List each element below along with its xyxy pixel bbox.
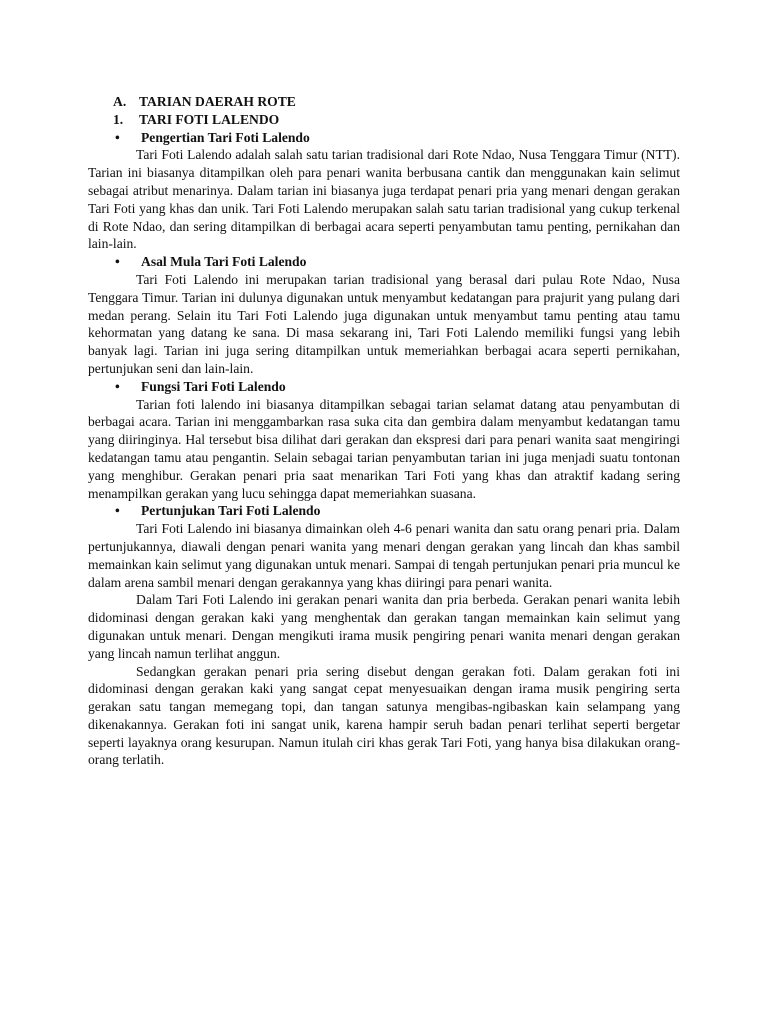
section-heading-1 [88,111,680,129]
bullet-heading [88,378,680,396]
bullet-icon: • [115,254,120,270]
bullet-icon: • [115,503,120,519]
section-pengertian [88,129,680,254]
bullet-title: Pertunjukan Tari Foti Lalendo [141,503,321,519]
bullet-heading [88,253,680,271]
bullet-heading [88,502,680,520]
section-pertunjukan [88,502,680,769]
bullet-title: Pengertian Tari Foti Lalendo [141,129,310,145]
paragraph: Dalam Tari Foti Lalendo ini gerakan penari wanita dan pria berbeda. Gerakan penari wanita lebih didominasi dengan gerakan kaki yang menghentak dan gerakan tangan memainkan kain selimut yang digunakan untuk menari. Dengan mengikuti irama musik pengiring penari wanita menari dengan gerakan yang lincah namun terlihat anggun. [88,592,680,661]
bullet-heading [88,129,680,147]
heading-marker: A. [113,94,127,109]
heading-marker: 1. [113,111,124,127]
paragraph: Tari Foti Lalendo adalah salah satu tarian tradisional dari Rote Ndao, Nusa Tenggara Timur (NTT). Tarian ini biasanya ditampilkan oleh para penari wanita berbusana cantik dan menggunakan kain selimut sebagai atribut menarinya. Dalam tarian ini biasanya juga terdapat penari pria yang menari dengan gerakan Tari Foti yang khas dan unik. Tari Foti Lalendo merupakan salah satu tarian tradisional yang cukup terkenal di Rote Ndao, dan sering ditampilkan di berbagai acara seperti penyambutan tamu penting, pernikahan dan lain-lain. [88,147,680,252]
section-fungsi [88,378,680,503]
heading-title: TARI FOTI LALENDO [139,111,280,127]
bullet-icon: • [115,378,120,394]
bullet-icon: • [115,129,120,145]
paragraph: Tari Foti Lalendo ini biasanya dimainkan oleh 4-6 penari wanita dan satu orang penari pria. Dalam pertunjukannya, diawali dengan penari wanita yang menari dengan gerakan yang lincah dan khas sambil memainkan kain selimut yang digunakan untuk menari. Sampai di tengah pertunjukan penari pria muncul ke dalam arena sambil menari dengan gerakannya yang khas diiringi para penari wanita. [88,521,680,590]
section-heading-a [88,93,680,111]
section-asal-mula [88,253,680,378]
heading-title: TARIAN DAERAH ROTE [139,94,296,109]
bullet-title: Asal Mula Tari Foti Lalendo [141,254,307,270]
paragraph: Tarian foti lalendo ini biasanya ditampilkan sebagai tarian selamat datang atau penyambutan di berbagai acara. Tarian ini menggambarkan rasa suka cita dan gembira dalam menyambut kedatangan tamu yang diiringinya. Hal tersebut bisa dilihat dari gerakan dan ekspresi dari para penari wanita saat mengiringi kedatangan tamu atau pengantin. Selain sebagai tarian penyambutan tarian ini juga menjadi suatu tontonan yang menghibur. Gerakan penari pria saat menarikan Tari Foti yang khas dan atraktif kadang sering menampilkan gerakan yang lucu sehingga dapat memeriahkan suasana. [88,396,680,501]
bullet-title: Fungsi Tari Foti Lalendo [141,378,286,394]
paragraph: Tari Foti Lalendo ini merupakan tarian tradisional yang berasal dari pulau Rote Ndao, Nusa Tenggara Timur. Tarian ini dulunya digunakan untuk menyambut kedatangan para prajurit yang pulang dari medan perang. Selain itu Tari Foti Lalendo juga digunakan untuk menyambut tamu penting atau tamu kehormatan yang datang ke sana. Di masa sekarang ini, Tari Foti Lalendo memiliki fungsi yang lebih banyak lagi. Tarian ini juga sering ditampilkan untuk memeriahkan berbagai acara seperti pernikahan, pertunjukan seni dan lain-lain. [88,271,680,376]
paragraph: Sedangkan gerakan penari pria sering disebut dengan gerakan foti. Dalam gerakan foti ini didominasi dengan gerakan kaki yang sangat cepat menyesuaikan dengan irama musik pengiring serta gerakan satu tangan memegang topi, dan tangan satunya mengibas-ngibaskan kain selampang yang dikenakannya. Gerakan foti ini sangat unik, karena hampir seruh badan penari terlihat seperti bergetar seperti layaknya orang kesurupan. Namun itulah ciri khas gerak Tari Foti, yang hanya bisa dilakukan orang-orang terlatih. [88,663,680,768]
